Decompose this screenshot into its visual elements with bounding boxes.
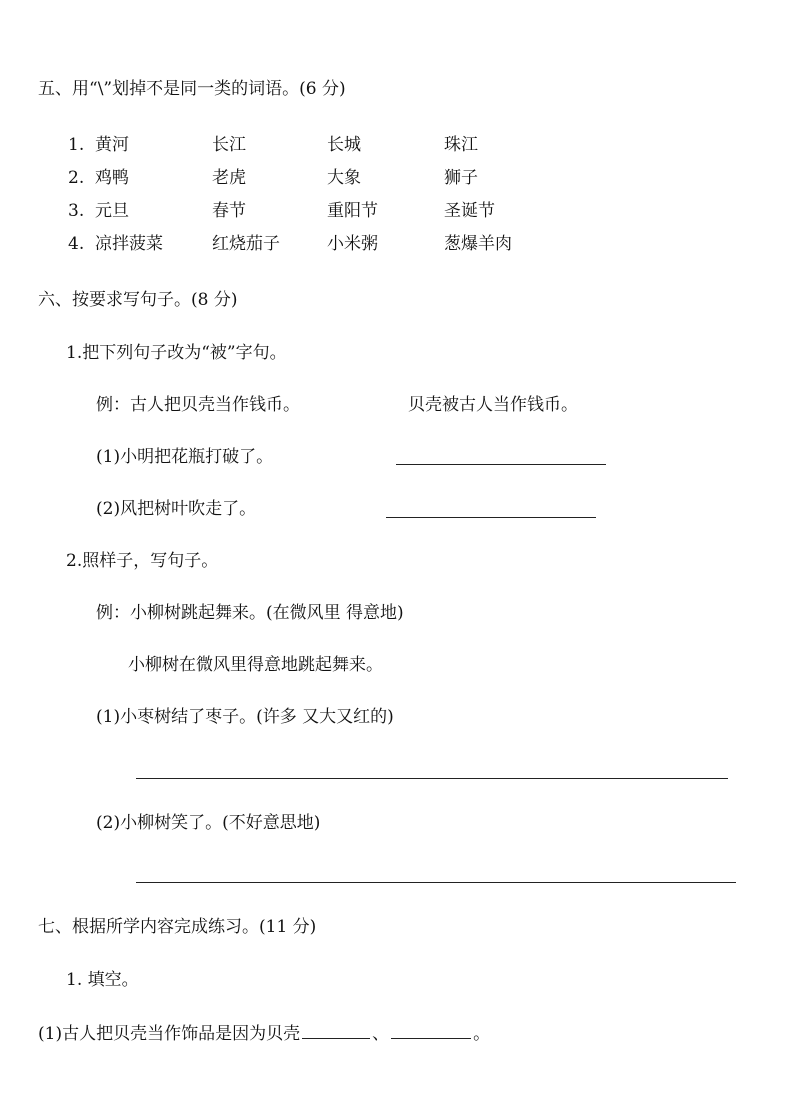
question-item: (1)小枣树结了枣子。(许多 又大又红的) — [96, 707, 394, 727]
question-item: (2)风把树叶吹走了。 — [96, 499, 257, 519]
example-answer: 贝壳被古人当作钱币。 — [408, 395, 578, 415]
word-cell: 鸡鸭 — [95, 168, 129, 188]
word-cell: 长城 — [327, 135, 361, 155]
section5-title: 五、用“\”划掉不是同一类的词语。(6 分) — [38, 79, 346, 99]
row-number: 4. — [68, 234, 85, 254]
answer-blank[interactable] — [391, 1022, 471, 1039]
word-cell: 老虎 — [212, 168, 246, 188]
fill-in-text: (1)古人把贝壳当作饰品是因为贝壳 — [38, 1024, 301, 1044]
word-cell: 黄河 — [95, 135, 129, 155]
section6-title: 六、按要求写句子。(8 分) — [38, 290, 238, 310]
example-answer: 小柳树在微风里得意地跳起舞来。 — [128, 655, 383, 675]
row-number: 3. — [68, 201, 85, 221]
word-cell: 小米粥 — [327, 234, 378, 254]
word-cell: 春节 — [212, 201, 246, 221]
question-item: (1)小明把花瓶打破了。 — [96, 447, 274, 467]
example-sentence: 例：古人把贝壳当作钱币。 — [96, 395, 300, 415]
answer-blank[interactable] — [302, 1022, 370, 1039]
word-cell: 长江 — [212, 135, 246, 155]
section7-title: 七、根据所学内容完成练习。(11 分) — [38, 917, 317, 937]
word-cell: 元旦 — [95, 201, 129, 221]
word-cell: 圣诞节 — [444, 201, 495, 221]
answer-line[interactable] — [396, 464, 606, 465]
sentence-end: 。 — [473, 1024, 491, 1044]
question-instruction: 1. 填空。 — [66, 970, 139, 990]
question-instruction: 2.照样子，写句子。 — [66, 551, 219, 571]
word-cell: 红烧茄子 — [212, 234, 280, 254]
answer-line[interactable] — [386, 517, 596, 518]
word-cell: 珠江 — [444, 135, 478, 155]
answer-line[interactable] — [136, 882, 736, 883]
fill-in-sentence — [38, 1022, 490, 1044]
word-cell: 狮子 — [444, 168, 478, 188]
separator: 、 — [372, 1024, 390, 1044]
word-cell: 重阳节 — [327, 201, 378, 221]
word-cell: 凉拌菠菜 — [95, 234, 163, 254]
row-number: 2. — [68, 168, 85, 188]
word-cell: 葱爆羊肉 — [444, 234, 512, 254]
question-item: (2)小柳树笑了。(不好意思地) — [96, 813, 321, 833]
word-cell: 大象 — [327, 168, 361, 188]
example-sentence: 例：小柳树跳起舞来。(在微风里 得意地) — [96, 603, 404, 623]
question-instruction: 1.把下列句子改为“被”字句。 — [66, 343, 287, 363]
answer-line[interactable] — [136, 778, 728, 779]
row-number: 1. — [68, 135, 85, 155]
